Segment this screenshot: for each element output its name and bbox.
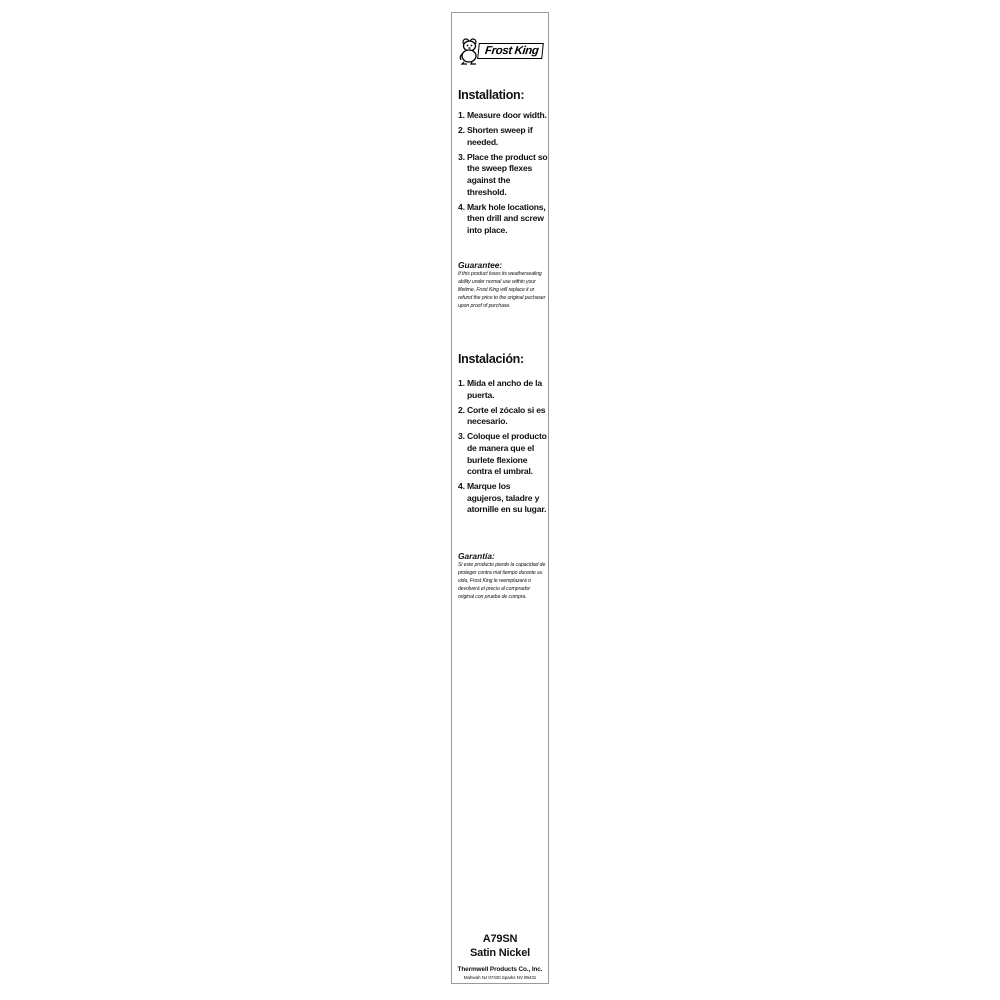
installation-heading: Installation: [458,88,525,102]
list-item: 2. Corte el zócalo si es necesario. [458,404,546,427]
list-item: 3. Coloque el producto de manera que el burlete flexione contra el umbral. [458,431,547,477]
installation-steps [458,110,548,240]
list-item: 4. Mark hole locations, then drill and screw into place. [458,201,546,235]
instalacion-steps [458,378,548,520]
product-finish: Satin Nickel [470,947,530,959]
company-address: Mahwah NJ 07430 Sparks NV 89431 [463,975,537,980]
brand-name: Frost King [477,43,543,59]
instruction-strip [451,12,549,984]
bear-mascot-icon [458,37,480,65]
list-item: 2. Shorten sweep if needed. [458,125,533,147]
guarantee-title: Guarantee: [458,260,503,270]
garantia-text: Si este producto pierde la capacidad de proteger contra mal tiempo durante su vida, Frost King le reemplazará o devolverá el precio al comprador original con prueba de compra. [458,562,546,600]
company-name: Thermwell Products Co., Inc. [457,966,543,973]
instalacion-heading: Instalación: [458,352,524,366]
model-number: A79SN [482,933,518,945]
list-item: 1. Measure door width. [458,110,547,120]
guarantee-text: If this product loses its weathersealing ability under normal use within your lifetime, Frost King will replace it or refund the price to the original puchaser upon proof of purchase. [458,271,546,309]
list-item: 3. Place the product so the sweep flexes against the threshold. [458,151,548,197]
frost-king-logo [458,35,544,67]
list-item: 1. Mida el ancho de la puerta. [458,378,542,400]
garantia-title: Garantía: [458,551,495,561]
list-item: 4. Marque los agujeros, taladre y atornille en su lugar. [458,481,547,515]
